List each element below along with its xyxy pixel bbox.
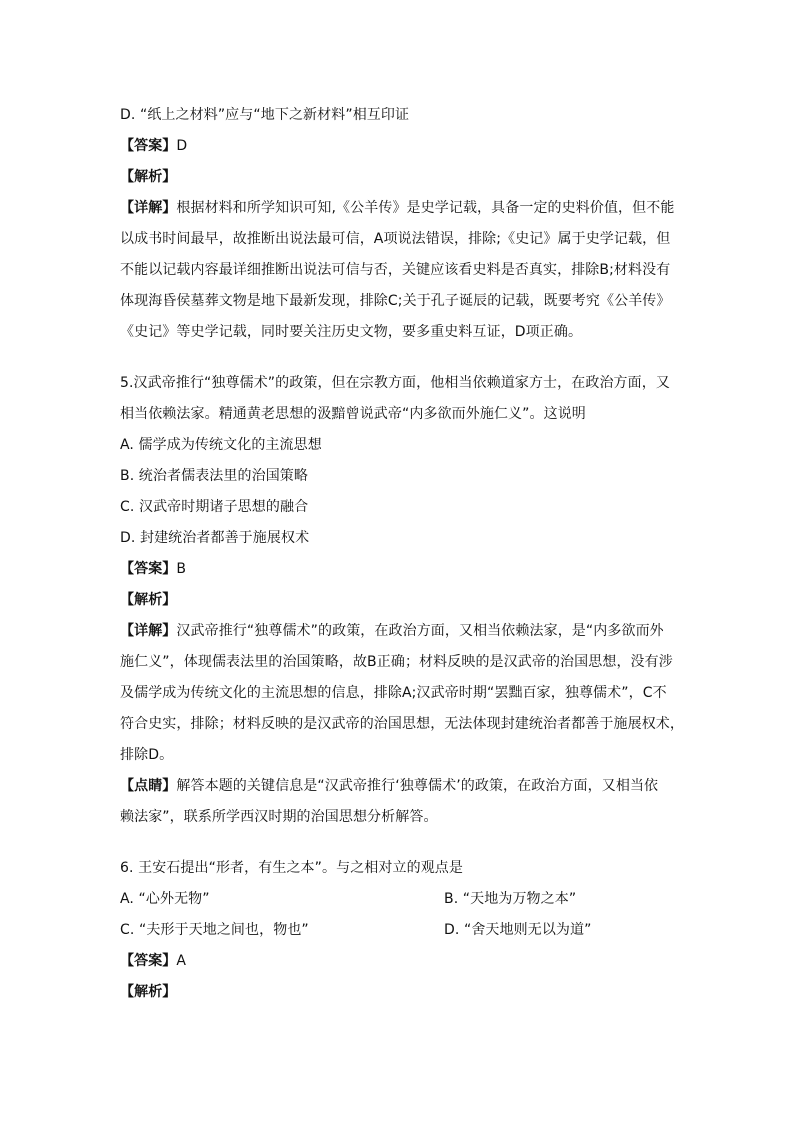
- answer-value: D: [176, 138, 188, 154]
- tip-text: 解答本题的关键信息是“汉武帝推行‘独尊儒术’的政策，在政治方面，又相当依: [176, 778, 659, 794]
- spacer: [120, 833, 680, 853]
- tip-tag: 【点睛】: [120, 778, 177, 794]
- q5-option-c: C. 汉武帝时期诸子思想的融合: [120, 499, 309, 515]
- q5-detail-line-4: 符合史实，排除；材料反映的是汉武帝的治国思想，无法体现封建统治者都善于施展权术，: [120, 716, 684, 732]
- q4-analysis-tag: 【解析】: [120, 169, 177, 185]
- q5-detail-line-1: [120, 616, 680, 647]
- q5-tip-line-1: [120, 771, 680, 802]
- detail-tag: 【详解】: [120, 623, 177, 639]
- q4-option-d: D. “纸上之材料”应与“地下之新材料”相互印证: [120, 107, 410, 123]
- q6-option-b: B. “天地为万物之本”: [444, 891, 577, 907]
- q4-detail-line-3: 不能以记载内容最详细推断出说法可信与否，关键应该看史料是否真实，排除B;材料没有: [120, 262, 671, 278]
- spacer: [120, 348, 680, 368]
- q5-option-b: B. 统治者儒表法里的治国策略: [120, 468, 309, 484]
- detail-text: 根据材料和所学知识可知,《公羊传》是史学记载，具备一定的史料价值，但不能: [176, 200, 675, 216]
- q5-stem-line-1: 5.汉武帝推行“独尊儒术”的政策，但在宗教方面，他相当依赖道家方士，在政治方面，又: [120, 375, 670, 391]
- q4-detail-line-1: [120, 193, 680, 224]
- q5-option-a: A. 儒学成为传统文化的主流思想: [120, 437, 322, 453]
- detail-tag: 【详解】: [120, 200, 177, 216]
- q5-option-d: D. 封建统治者都善于施展权术: [120, 530, 310, 546]
- answer-value: B: [176, 561, 187, 577]
- document-page: [120, 100, 684, 1008]
- q5-detail-line-3: 及儒学成为传统文化的主流思想的信息，排除A;汉武帝时期“罢黜百家，独尊儒术”，C不: [120, 685, 667, 701]
- q4-detail-line-5: 《史记》等史学记载，同时要关注历史文物，要多重史料互证，D项正确。: [120, 324, 583, 340]
- q6-answer: [120, 946, 680, 977]
- q6-analysis-tag: 【解析】: [120, 984, 177, 1000]
- q6-option-a: A. “心外无物”: [120, 891, 210, 907]
- answer-tag: 【答案】: [120, 138, 177, 154]
- q5-detail-line-2: 施仁义”，体现儒表法里的治国策略，故B正确；材料反映的是汉武帝的治国思想，没有涉: [120, 654, 673, 670]
- q6-options-row-2: [120, 915, 680, 946]
- q5-analysis-tag: 【解析】: [120, 592, 177, 608]
- answer-tag: 【答案】: [120, 561, 177, 577]
- q4-detail-line-4: 体现海昏侯墓葬文物是地下最新发现，排除C;关于孔子诞辰的记载，既要考究《公羊传》: [120, 293, 671, 309]
- q4-answer: [120, 131, 680, 162]
- q6-option-d: D. “舍天地则无以为道”: [444, 922, 592, 938]
- detail-text: 汉武帝推行“独尊儒术”的政策，在政治方面，又相当依赖法家，是“内多欲而外: [176, 623, 664, 639]
- q6-stem: 6. 王安石提出“形者，有生之本”。与之相对立的观点是: [120, 860, 464, 876]
- answer-value: A: [176, 953, 187, 969]
- q5-answer: [120, 554, 680, 585]
- q6-options-row-1: [120, 884, 680, 915]
- q5-tip-line-2: 赖法家”，联系所学西汉时期的治国思想分析解答。: [120, 809, 438, 825]
- q4-detail-line-2: 以成书时间最早，故推断出说法最可信，A项说法错误，排除;《史记》属于史学记载，但: [120, 231, 671, 247]
- q5-detail-line-5: 排除D。: [120, 747, 174, 763]
- q5-stem-line-2: 相当依赖法家。精通黄老思想的汲黯曾说武帝“内多欲而外施仁义”。这说明: [120, 406, 586, 422]
- q6-option-c: C. “夫形于天地之间也，物也”: [120, 922, 309, 938]
- answer-tag: 【答案】: [120, 953, 177, 969]
